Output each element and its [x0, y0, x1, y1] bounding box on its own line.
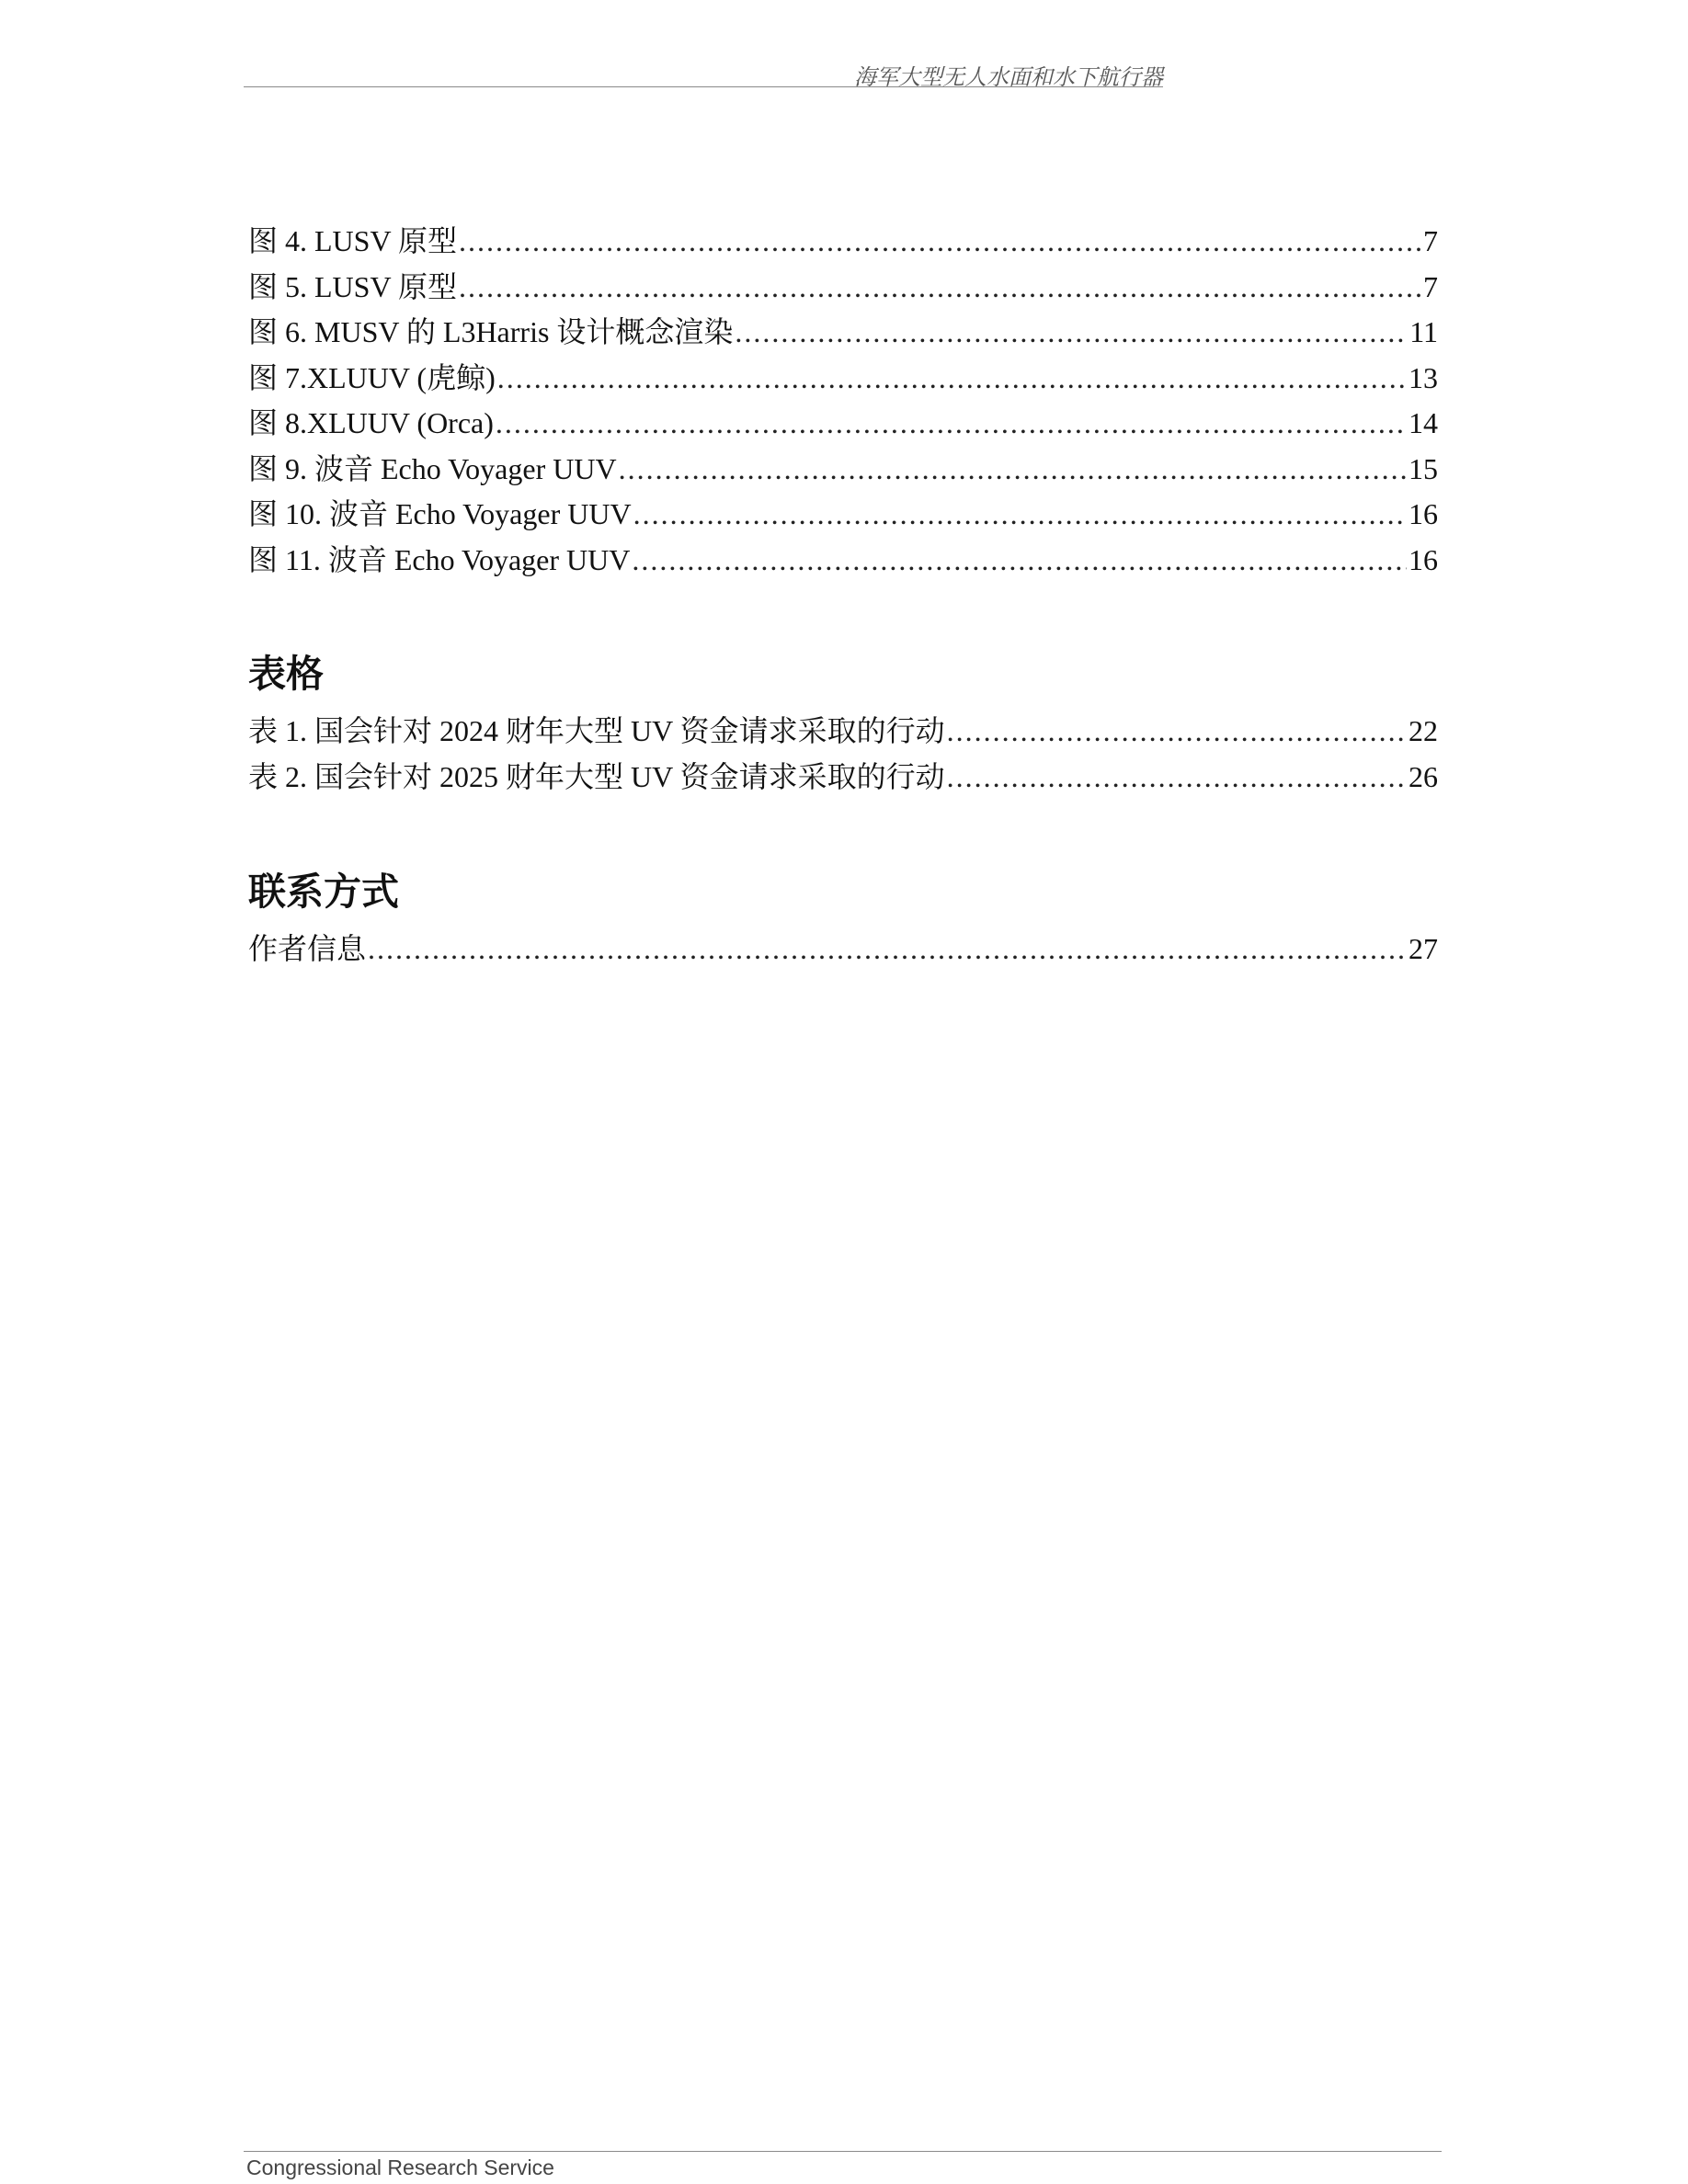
dot-leader [496, 401, 1407, 447]
toc-entry-table-2[interactable] [248, 755, 1438, 801]
dot-leader [947, 755, 1407, 801]
tables-list [248, 709, 1438, 800]
toc-entry-label: 图 7.XLUUV (虎鲸) [248, 360, 496, 394]
toc-entry-figure-5[interactable] [248, 265, 1438, 311]
contacts-list [248, 927, 1438, 973]
dot-leader [633, 492, 1407, 538]
toc-entry-page: 26 [1409, 759, 1438, 793]
document-title: 海军大型无人水面和水下航行器 [854, 64, 1163, 90]
toc-entry-page: 22 [1409, 714, 1438, 747]
toc-entry-label: 表 1. 国会针对 2024 财年大型 UV 资金请求采取的行动 [248, 714, 945, 747]
dot-leader [459, 219, 1421, 265]
toc-entry-page: 13 [1409, 360, 1438, 394]
toc-entry-page: 16 [1409, 542, 1438, 576]
toc-entry-page: 15 [1409, 451, 1438, 485]
toc-entry-page: 14 [1409, 406, 1438, 439]
toc-entry-label: 图 5. LUSV 原型 [248, 269, 457, 303]
contacts-heading: 联系方式 [248, 870, 399, 914]
toc-entry-figure-9[interactable] [248, 447, 1438, 493]
toc-entry-label: 图 4. LUSV 原型 [248, 224, 457, 257]
toc-entry-page: 7 [1423, 269, 1438, 303]
figures-list [248, 219, 1438, 583]
tables-heading: 表格 [248, 652, 324, 696]
toc-entry-figure-8[interactable] [248, 401, 1438, 447]
toc-entry-page: 7 [1423, 224, 1438, 257]
toc-entry-label: 图 11. 波音 Echo Voyager UUV [248, 542, 631, 576]
toc-entry-label: 图 9. 波音 Echo Voyager UUV [248, 451, 617, 485]
toc-entry-author-info[interactable] [248, 927, 1438, 973]
toc-entry-table-1[interactable] [248, 709, 1438, 755]
toc-entry-label: 图 8.XLUUV (Orca) [248, 406, 494, 439]
dot-leader [632, 538, 1407, 584]
toc-entry-label: 表 2. 国会针对 2025 财年大型 UV 资金请求采取的行动 [248, 759, 945, 793]
toc-entry-page: 11 [1409, 315, 1438, 348]
dot-leader [619, 447, 1407, 493]
toc-entry-figure-6[interactable] [248, 310, 1438, 356]
dot-leader [735, 310, 1408, 356]
toc-entry-figure-4[interactable] [248, 219, 1438, 265]
dot-leader [947, 709, 1407, 755]
dot-leader [459, 265, 1421, 311]
toc-entry-figure-10[interactable] [248, 492, 1438, 538]
toc-entry-label: 作者信息 [248, 932, 367, 965]
dot-leader [497, 356, 1407, 402]
toc-entry-figure-7[interactable] [248, 356, 1438, 402]
dot-leader [368, 927, 1407, 973]
toc-entry-figure-11[interactable] [248, 538, 1438, 584]
running-header [244, 57, 1163, 90]
toc-entry-page: 27 [1409, 932, 1438, 965]
toc-entry-page: 16 [1409, 497, 1438, 530]
toc-entry-label: 图 10. 波音 Echo Voyager UUV [248, 497, 632, 530]
toc-entry-label: 图 6. MUSV 的 L3Harris 设计概念渲染 [248, 315, 734, 348]
running-footer [244, 2151, 1442, 2179]
footer-source: Congressional Research Service [246, 2156, 554, 2179]
